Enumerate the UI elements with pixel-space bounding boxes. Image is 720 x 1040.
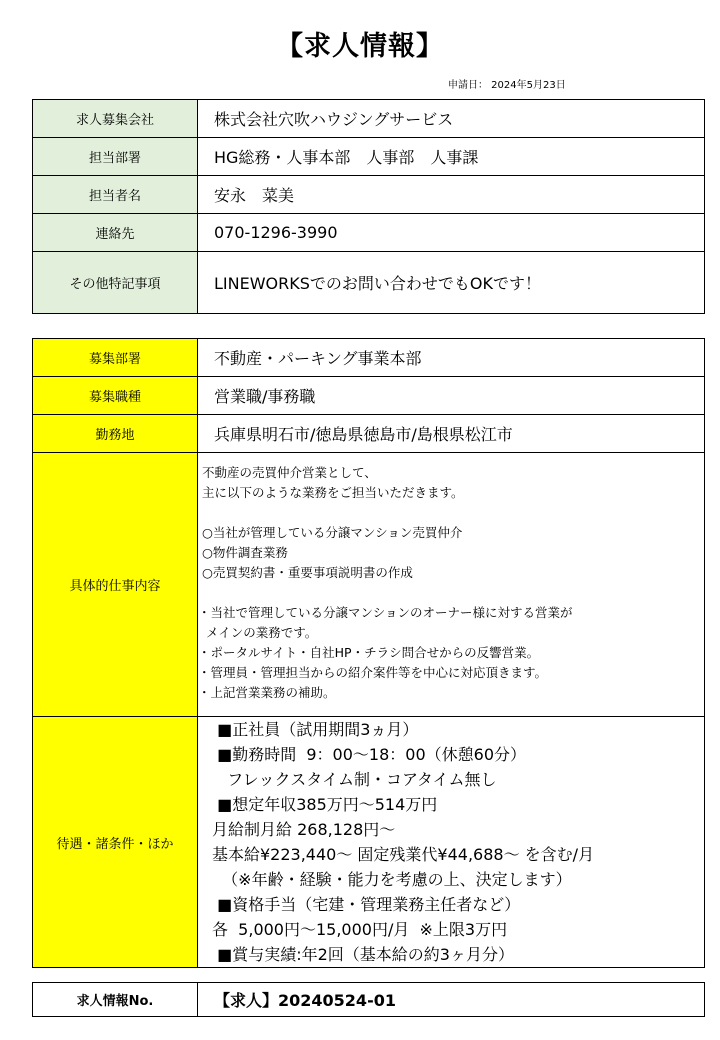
recruit-department-value: 不動産・パーキング事業本部: [198, 339, 705, 377]
location-value: 兵庫県明石市/徳島県徳島市/島根県松江市: [198, 415, 705, 453]
duties-line: ・上記営業業務の補助。: [198, 685, 336, 700]
phone-label: 連絡先: [33, 214, 198, 252]
conditions-line: 月給制月給 268,128円～: [212, 820, 396, 839]
duties-line: ○当社が管理している分譲マンション売買仲介: [198, 525, 463, 540]
location-label: 勤務地: [33, 415, 198, 453]
duties-line: ・ポータルサイト・自社HP・チラシ問合せからの反響営業。: [198, 645, 540, 660]
company-info-table: [32, 99, 705, 314]
conditions-line: 各 5,000円～15,000円/月 ※上限3万円: [212, 920, 508, 939]
conditions-label: 待遇・諸条件・ほか: [33, 717, 198, 968]
conditions-line: ■勤務時間 9：00～18：00（休憩60分）: [212, 745, 526, 764]
duties-line: ○売買契約書・重要事項説明書の作成: [198, 565, 413, 580]
duties-line: 主に以下のような業務をご担当いただきます。: [198, 485, 464, 500]
duties-line: [198, 583, 704, 603]
notes-value: LINEWORKSでのお問い合わせでもOKです！: [198, 252, 705, 314]
department-row: [33, 138, 705, 176]
duties-line: メインの業務です。: [198, 625, 318, 640]
duties-line: ・当社で管理している分譲マンションのオーナー様に対する営業が: [198, 605, 573, 620]
conditions-line: （※年齢・経験・能力を考慮の上、決定します）: [212, 870, 572, 889]
duties-line: ○物件調査業務: [198, 545, 288, 560]
conditions-line: ■資格手当（宅建・管理業務主任者など）: [212, 895, 521, 914]
conditions-line: ■賞与実績:年2回（基本給の約3ヶ月分）: [212, 945, 514, 964]
contact-person-value: 安永 菜美: [198, 176, 705, 214]
conditions-line: 基本給¥223,440～ 固定残業代¥44,688～ を含む/月: [212, 845, 595, 864]
phone-row: [33, 214, 705, 252]
notes-row: [33, 252, 705, 314]
conditions-row: [33, 717, 705, 968]
duties-line: [198, 503, 704, 523]
job-number-label: 求人情報No.: [33, 983, 198, 1017]
notes-label: その他特記事項: [33, 252, 198, 314]
recruit-department-label: 募集部署: [33, 339, 198, 377]
conditions-line: ■正社員（試用期間3ヵ月）: [212, 720, 419, 739]
job-type-label: 募集職種: [33, 377, 198, 415]
duties-label: 具体的仕事内容: [33, 453, 198, 717]
duties-row: [33, 453, 705, 717]
contact-department-label: 担当部署: [33, 138, 198, 176]
job-type-value: 営業職/事務職: [198, 377, 705, 415]
job-number-row: [33, 983, 705, 1017]
job-info-table: [32, 338, 705, 968]
job-type-row: [33, 377, 705, 415]
duties-line: 不動産の売買仲介営業として、: [198, 465, 377, 480]
company-label: 求人募集会社: [33, 100, 198, 138]
job-number-table: [32, 982, 705, 1017]
conditions-line: フレックスタイム制・コアタイム無し: [212, 770, 497, 789]
recruit-department-row: [33, 339, 705, 377]
phone-value: 070-1296-3990: [198, 214, 705, 252]
contact-person-label: 担当者名: [33, 176, 198, 214]
company-value: 株式会社穴吹ハウジングサービス: [198, 100, 705, 138]
page-title: 【求人情報】: [276, 31, 444, 62]
person-row: [33, 176, 705, 214]
job-number-value: 【求人】20240524-01: [198, 983, 705, 1017]
conditions-text: [198, 717, 705, 968]
conditions-line: ■想定年収385万円～514万円: [212, 795, 438, 814]
location-row: [33, 415, 705, 453]
duties-line: ・管理員・管理担当からの紹介案件等を中心に対応頂きます。: [198, 665, 548, 680]
application-date: 申請日： 2024年5月23日: [448, 80, 566, 91]
contact-department-value: HG総務・人事本部 人事部 人事課: [198, 138, 705, 176]
duties-text: [198, 453, 705, 717]
company-row: [33, 100, 705, 138]
